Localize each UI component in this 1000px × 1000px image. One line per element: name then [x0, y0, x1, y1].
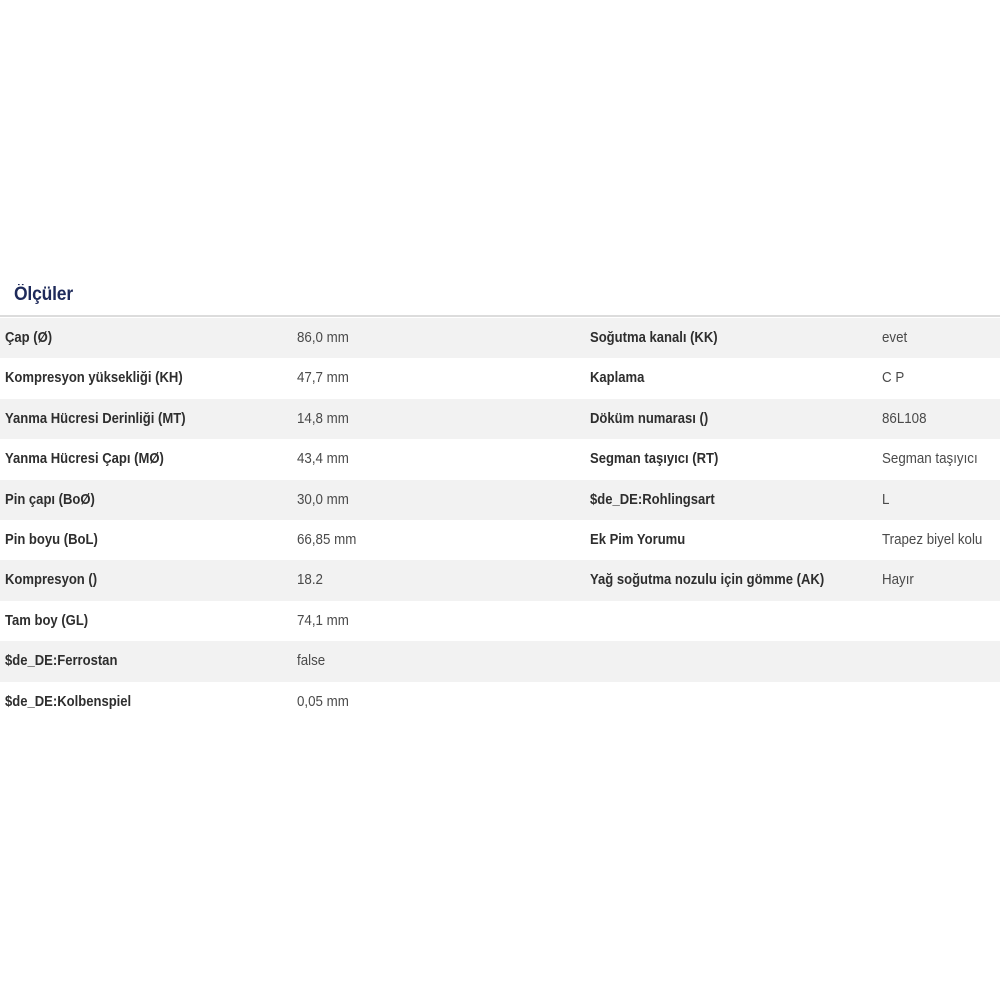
table-row [0, 520, 1000, 560]
spec-label: $de_DE:Kolbenspiel [5, 693, 132, 710]
spec-label: Ek Pim Yorumu [590, 531, 686, 548]
spec-label: Çap (Ø) [5, 330, 53, 346]
spec-value: 86L108 [882, 410, 927, 427]
spec-value: 74,1 mm [297, 612, 349, 629]
spec-value: 14,8 mm [297, 410, 349, 427]
spec-value: Trapez biyel kolu [882, 531, 983, 548]
spec-label: Pin boyu (BoL) [5, 531, 98, 548]
spec-value: 0,05 mm [297, 693, 349, 710]
spec-value: 30,0 mm [297, 491, 349, 508]
table-row [0, 358, 1000, 398]
spec-value: C P [882, 370, 905, 387]
spec-value: false [297, 653, 326, 670]
spec-label: Soğutma kanalı (KK) [590, 330, 718, 346]
table-row [0, 439, 1000, 479]
spec-value: Segman taşıyıcı [882, 451, 978, 468]
spec-label: $de_DE:Ferrostan [5, 653, 118, 670]
spec-value: 86,0 mm [297, 330, 349, 346]
spec-table [0, 318, 1000, 722]
spec-label: Pin çapı (BoØ) [5, 491, 95, 508]
spec-label: Kompresyon yüksekliği (KH) [5, 370, 183, 387]
spec-value: evet [882, 330, 908, 346]
spec-value: 43,4 mm [297, 451, 349, 468]
spec-value: Hayır [882, 572, 914, 589]
spec-label: Yanma Hücresi Derinliği (MT) [5, 410, 186, 427]
spec-label: Kaplama [590, 370, 645, 387]
spec-value: 18.2 [297, 572, 323, 589]
spec-label: Yanma Hücresi Çapı (MØ) [5, 451, 164, 468]
table-row [0, 682, 1000, 722]
table-row [0, 560, 1000, 600]
spec-label: Kompresyon () [5, 572, 98, 589]
section-title: Ölçüler [14, 284, 73, 305]
table-row [0, 601, 1000, 641]
spec-value: L [882, 491, 890, 508]
spec-label: Segman taşıyıcı (RT) [590, 451, 719, 468]
spec-value: 66,85 mm [297, 531, 357, 548]
table-row [0, 641, 1000, 681]
table-row [0, 399, 1000, 439]
spec-value: 47,7 mm [297, 370, 349, 387]
spec-label: $de_DE:Rohlingsart [590, 491, 715, 508]
spec-label: Yağ soğutma nozulu için gömme (AK) [590, 572, 825, 589]
spec-label: Tam boy (GL) [5, 612, 89, 629]
table-row [0, 318, 1000, 358]
spec-label: Döküm numarası () [590, 410, 709, 427]
table-row [0, 480, 1000, 520]
title-divider [0, 315, 1000, 317]
